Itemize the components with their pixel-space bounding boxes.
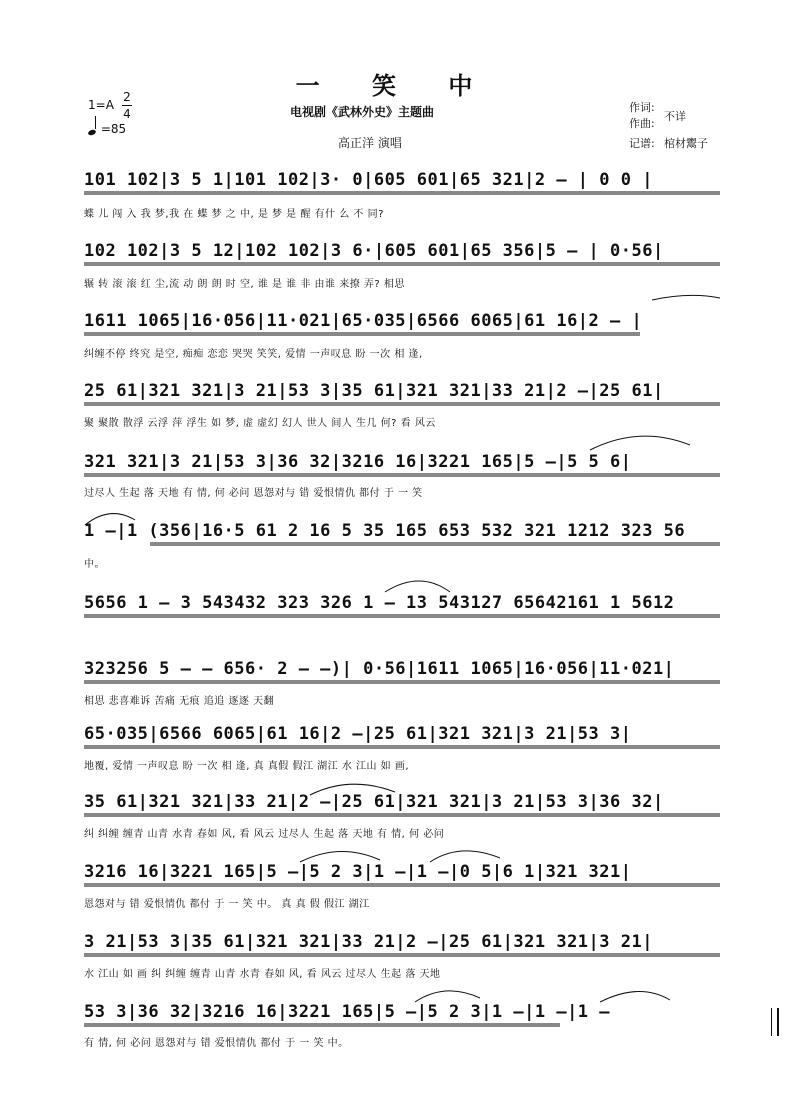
score-line-1-notes: 101 102|3 5 1|101 102|3· 0|605 601|65 321|2 – | 0 0 | [84,170,653,190]
slur-line-5 [590,436,690,450]
score-line-8-lyrics: 相思 悲喜难诉 苦痛 无痕 追追 逐逐 天翻 [84,696,275,707]
score-line-6-notes: 1 –|1 (356|16·5 61 2 16 5 35 165 653 532 321 1212 323 56 [84,521,686,541]
song-subtitle: 电视剧《武林外史》主题曲 [290,105,435,119]
slur-line-11b [430,851,500,862]
slur-line-10 [310,784,395,795]
score-line-1-lyrics: 蝶 儿 闯 入 我 梦,我 在 蝶 梦 之 中, 是 梦 是 醒 有什 么 不 同? [84,209,384,220]
score-line-11-notes: 3216 16|3221 165|5 –|5 2 3|1 –|1 –|0 5|6 1|321 321| [84,862,632,882]
score-line-5-notes: 321 321|3 21|53 3|36 32|3216 16|3221 165|5 –|5 5 6| [84,452,632,472]
time-signature-bottom: 4 [123,107,131,121]
author-value: 不详 [664,110,686,123]
score-line-9-notes: 65·035|6566 6065|61 16|2 –|25 61|321 321|3 21|53 3| [84,724,632,744]
score-line-10-notes: 35 61|321 321|33 21|2 –|25 61|321 321|3 21|53 3|36 32| [84,792,664,812]
key-signature: 1=A [88,98,114,112]
notation-label: 记谱: [629,137,655,150]
score-line-13-notes: 53 3|36 32|3216 16|3221 165|5 –|5 2 3|1 –|1 –|1 – [84,1002,611,1022]
score-line-9-lyrics: 地覆, 爱情 一声叹息 盼 一次 相 逢, 真 真假 假江 湖江 水 江山 如 画, [84,761,410,772]
tempo-value: =85 [100,122,127,136]
slur-line-6 [85,514,135,525]
score-line-2-notes: 102 102|3 5 12|102 102|3 6·|605 601|65 356|5 – | 0·56| [84,241,664,261]
slur-line-7 [385,581,450,592]
slur-line-13b [600,991,670,1002]
score-line-6-lyrics: 中。 [84,559,105,570]
score-line-12-lyrics: 水 江山 如 画 纠 纠缠 缠青 山青 水青 春如 风, 看 风云 过尽人 生起 落 天地 [84,969,441,980]
score-line-7-notes: 5656 1 – 3 543432 323 326 1 – 13 543127 65642161 1 5612 [84,593,675,613]
score-line-10-lyrics: 纠 纠缠 缠青 山青 水青 春如 风, 看 风云 过尽人 生起 落 天地 有 情, 何 必问 [84,829,445,840]
score-line-13-lyrics: 有 情, 何 必问 恩怨对与 错 爱恨情仇 都付 于 一 笑 中。 [84,1038,349,1049]
score-line-11-lyrics: 恩怨对与 错 爱恨情仇 都付 于 一 笑 中。 真 真 假 假江 湖江 [84,899,370,910]
lyricist-label: 作词: [629,101,655,114]
time-signature-top: 2 [123,90,131,104]
notation-value: 棺材鬻子 [664,137,708,150]
composer-label: 作曲: [629,117,655,130]
song-title: 一 笑 中 [295,71,495,100]
slur-line-3 [652,295,720,300]
singer-credit: 高正洋 演唱 [338,136,402,150]
score-line-5-lyrics: 过尽人 生起 落 天地 有 情, 何 必问 恩怨对与 错 爱恨情仇 都付 于 一 笑 [84,488,423,499]
slur-line-13 [415,991,480,1002]
score-line-3-notes: 1611 1065|16·056|11·021|65·035|6566 6065|61 16|2 – | [84,311,643,331]
slur-line-11 [300,851,380,862]
score-line-8-notes: 323256 5 – – 656· 2 – –)| 0·56|1611 1065|16·056|11·021| [84,659,675,679]
score-line-12-notes: 3 21|53 3|35 61|321 321|33 21|2 –|25 61|321 321|3 21| [84,932,653,952]
score-line-2-lyrics: 辗 转 滚 滚 红 尘,流 动 朗 朗 时 空, 谁 是 谁 非 由谁 来撩 弄? 相思 [84,279,405,290]
score-line-4-notes: 25 61|321 321|3 21|53 3|35 61|321 321|33 21|2 –|25 61| [84,381,664,401]
score-line-3-lyrics: 纠缠不停 终究 是空, 痴痴 恋恋 哭哭 笑笑, 爱情 一声叹息 盼 一次 相 逢, [84,349,423,360]
score-line-4-lyrics: 聚 聚散 散浮 云浮 萍 浮生 如 梦, 虚 虚幻 幻人 世人 间人 生几 何? 看 风云 [84,418,436,429]
